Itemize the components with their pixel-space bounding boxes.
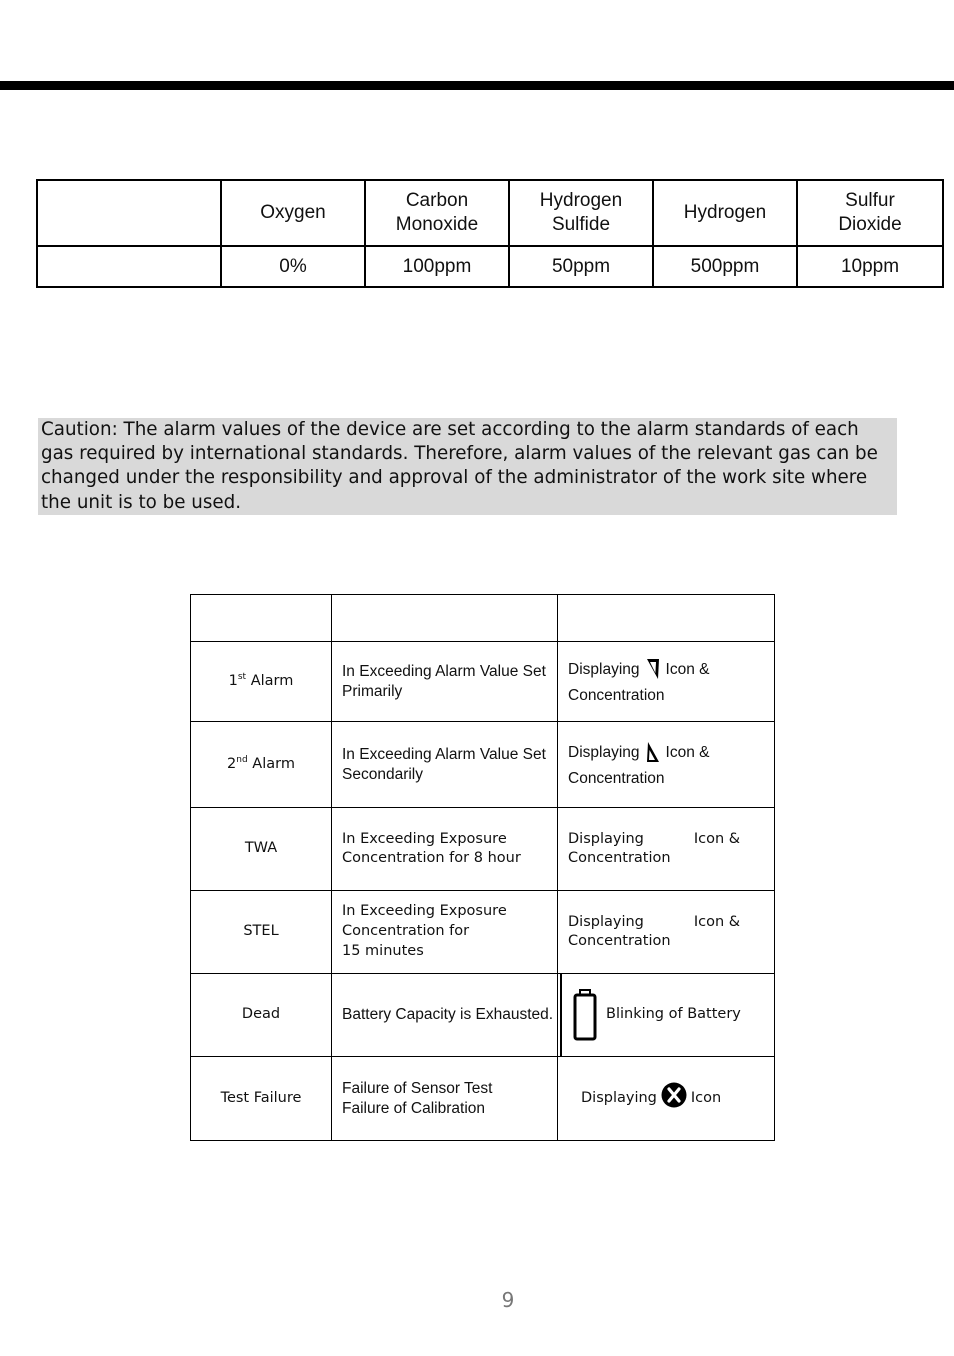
gas-header-cell: Carbon Monoxide: [365, 180, 509, 246]
alarm-condition-cell: In Exceeding Exposure Concentration for 8 hour: [332, 808, 558, 891]
alarm-type-cell: TWA: [191, 808, 332, 891]
alarm-condition-cell: Battery Capacity is Exhausted.: [332, 974, 558, 1057]
alarm-header-row: [191, 595, 775, 642]
gas-value-cell: 10ppm: [797, 246, 943, 287]
battery-icon: [572, 989, 598, 1041]
table-row: [191, 642, 775, 722]
page-number: 9: [501, 1288, 515, 1312]
alarm-display-cell: Displaying Icon: [558, 1057, 775, 1141]
table-row: [191, 722, 775, 808]
gas-header-row: [37, 180, 943, 246]
alarm-type-cell: 2nd Alarm: [191, 722, 332, 808]
table-row: [191, 1057, 775, 1141]
gas-header-cell: [37, 180, 221, 246]
alarm-type-cell: Dead: [191, 974, 332, 1057]
alarm-table: [190, 594, 775, 1141]
gas-value-cell: 0%: [221, 246, 365, 287]
gas-header-cell: Oxygen: [221, 180, 365, 246]
gas-header-cell: Hydrogen Sulfide: [509, 180, 653, 246]
alarm-condition-cell: In Exceeding Exposure Concentration for 15 minutes: [332, 891, 558, 974]
alarm-condition-cell: In Exceeding Alarm Value Set Secondarily: [332, 722, 558, 808]
table-row: [191, 974, 775, 1057]
alarm-condition-cell: Failure of Sensor Test Failure of Calibration: [332, 1057, 558, 1141]
divider: [560, 974, 562, 1056]
alarm-2-icon: [646, 741, 660, 769]
gas-value-cell: [37, 246, 221, 287]
alarm-display-cell: Displaying Icon & Concentration: [558, 722, 775, 808]
top-rule: [0, 81, 954, 90]
alarm-display-cell: Displaying Icon & Concentration: [558, 642, 775, 722]
alarm-1-icon: [646, 658, 660, 686]
gas-value-cell: 500ppm: [653, 246, 797, 287]
alarm-condition-cell: In Exceeding Alarm Value Set Primarily: [332, 642, 558, 722]
alarm-display-cell: Blinking of Battery: [558, 974, 775, 1057]
alarm-header-cell: [558, 595, 775, 642]
gas-alarm-table: [36, 179, 944, 288]
x-circle-icon: [661, 1082, 687, 1115]
alarm-type-cell: 1st Alarm: [191, 642, 332, 722]
alarm-type-cell: Test Failure: [191, 1057, 332, 1141]
caution-box: Caution: The alarm values of the device are set according to the alarm standards of each gas required by international standards. Therefore, alarm values of the relevant gas can be changed under the responsibility and approval of the administrator of the work site where the unit is to be used.: [38, 418, 897, 515]
alarm-display-cell: Displaying Icon & Concentration: [558, 891, 775, 974]
table-row: [191, 891, 775, 974]
gas-header-cell: Hydrogen: [653, 180, 797, 246]
alarm-display-cell: Displaying Icon & Concentration: [558, 808, 775, 891]
gas-value-row: [37, 246, 943, 287]
alarm-header-cell: [191, 595, 332, 642]
gas-value-cell: 50ppm: [509, 246, 653, 287]
gas-value-cell: 100ppm: [365, 246, 509, 287]
table-row: [191, 808, 775, 891]
gas-header-cell: Sulfur Dioxide: [797, 180, 943, 246]
alarm-header-cell: [332, 595, 558, 642]
alarm-type-cell: STEL: [191, 891, 332, 974]
